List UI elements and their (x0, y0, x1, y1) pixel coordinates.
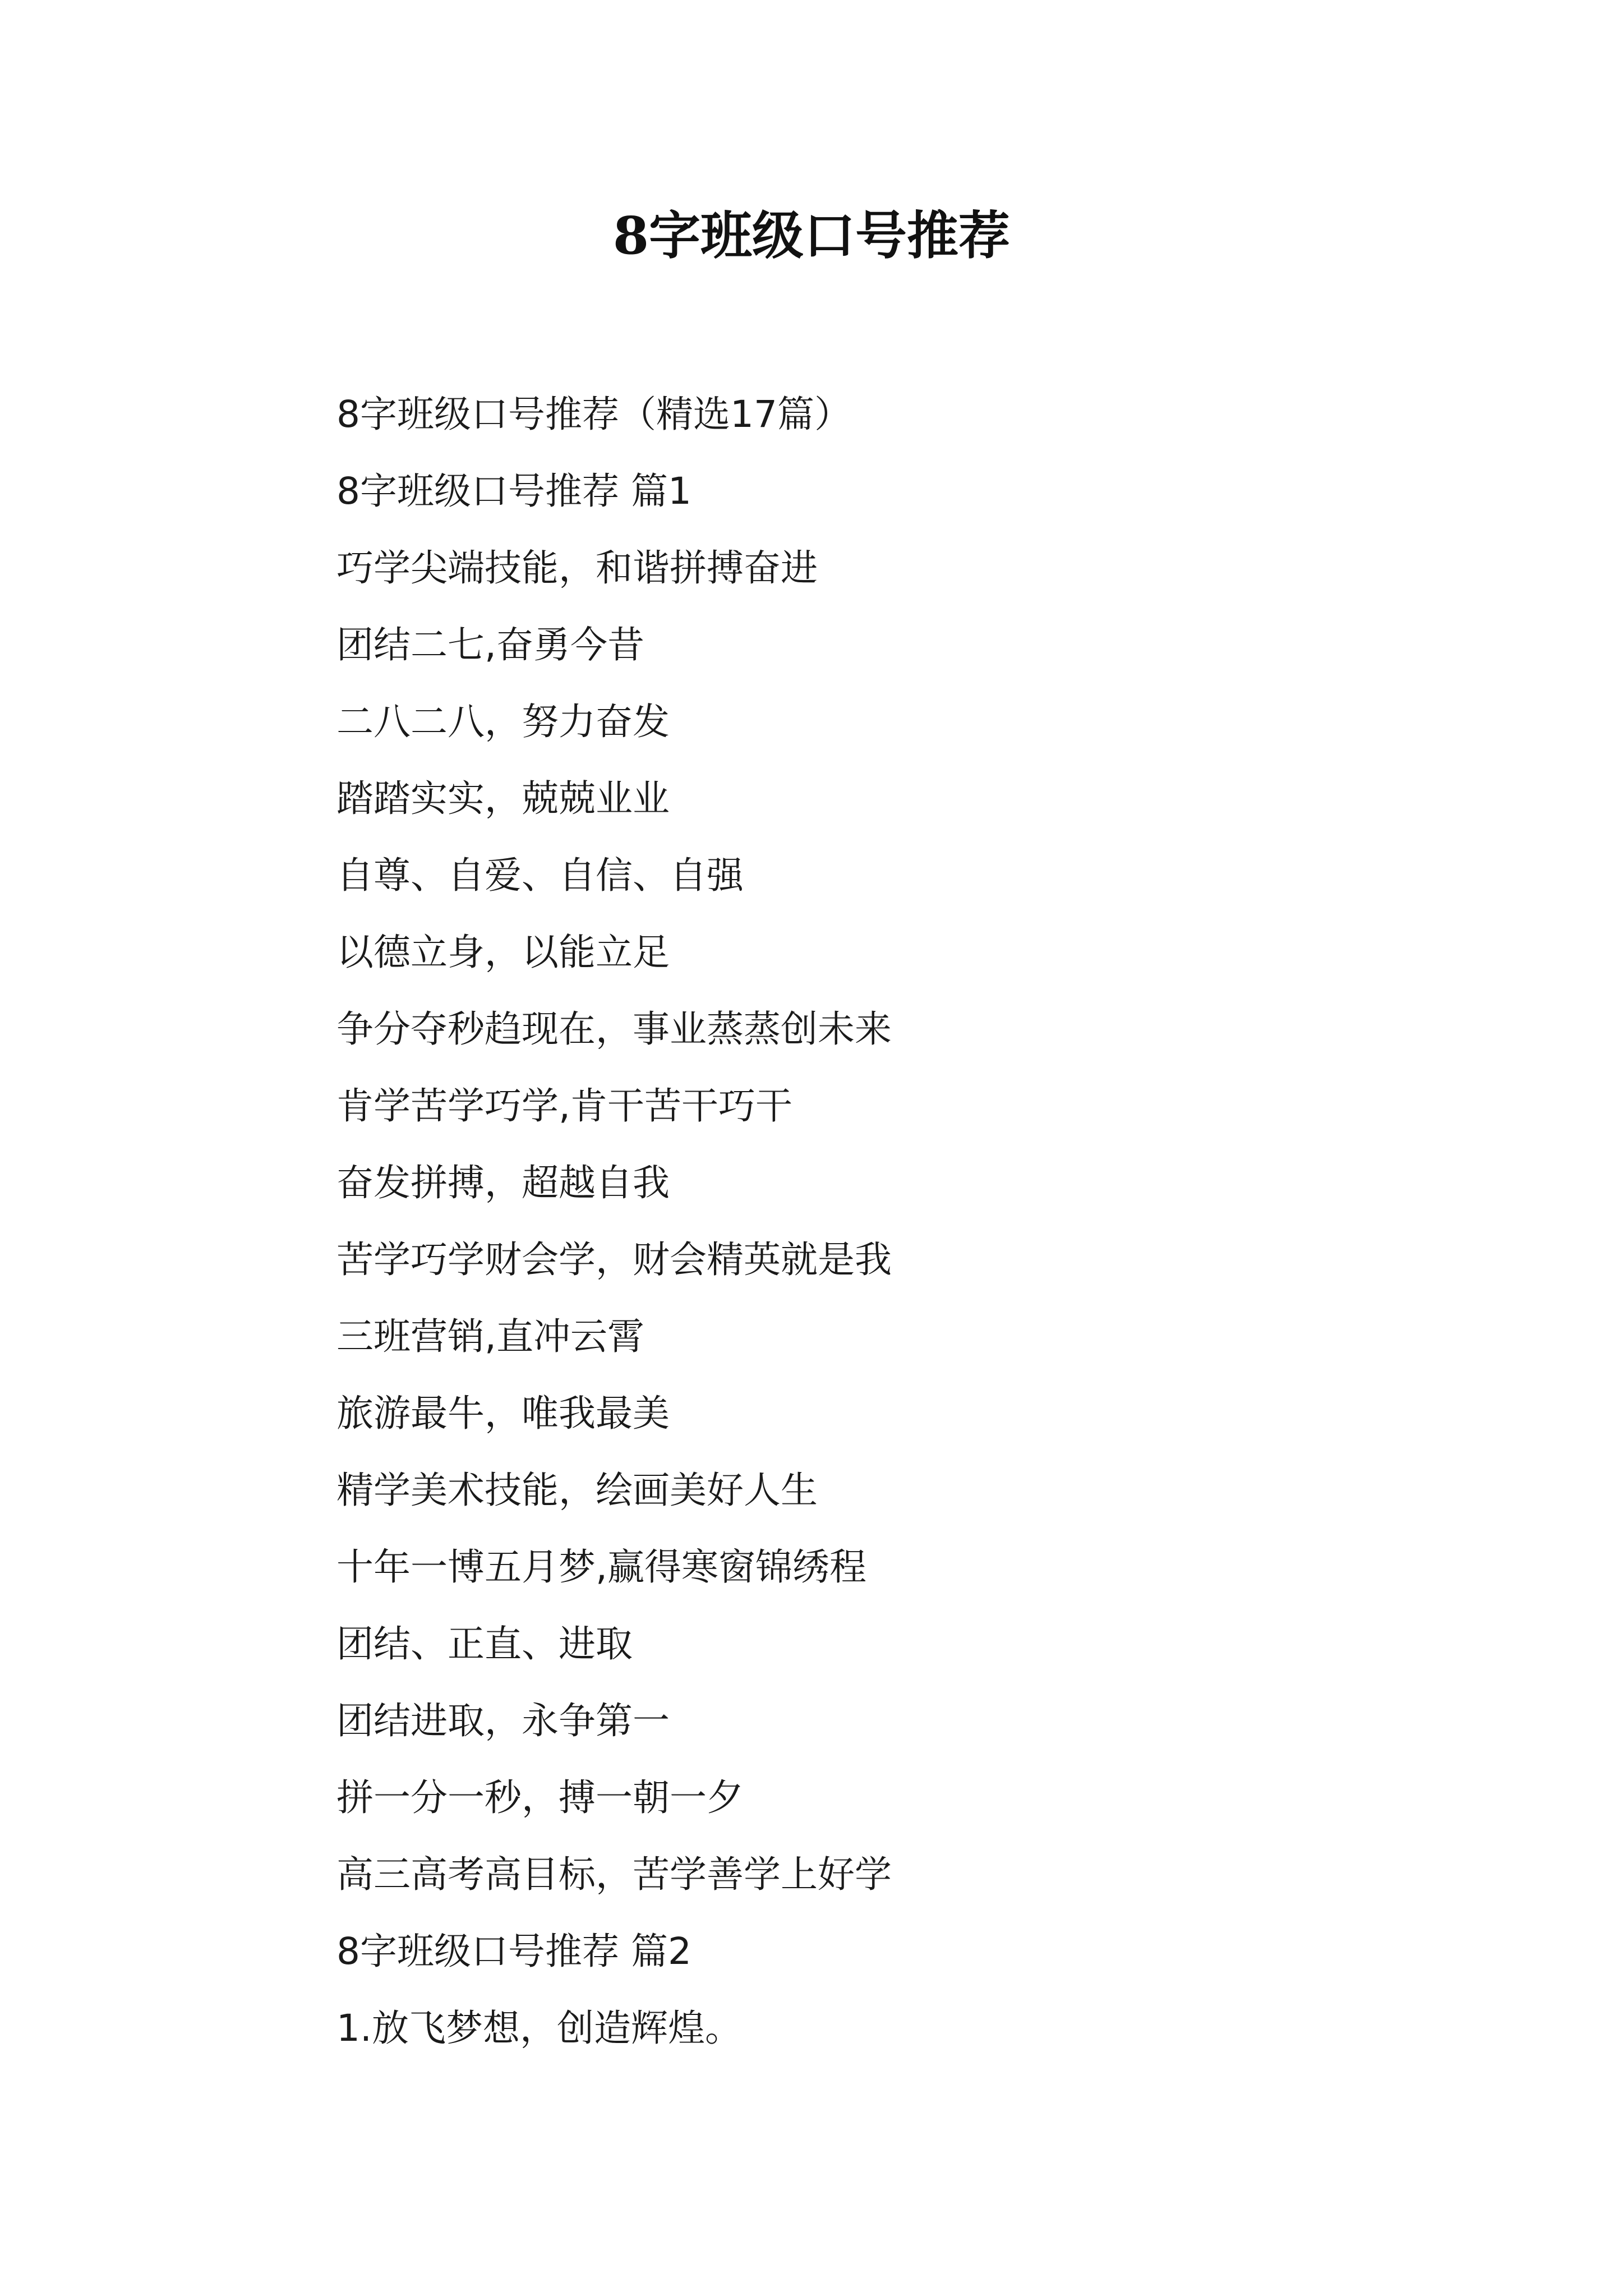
section-heading: 8字班级口号推荐 篇2 (336, 1930, 691, 1973)
slogan-line: 团结二七,奋勇今昔 (336, 623, 644, 666)
slogan-line: 奋发拼搏，超越自我 (336, 1161, 670, 1204)
slogan-line: 踏踏实实，兢兢业业 (336, 777, 670, 820)
document-body (336, 376, 1514, 2067)
slogan-line: 自尊、自爱、自信、自强 (336, 854, 744, 897)
subtitle-line: 8字班级口号推荐（精选17篇） (336, 393, 851, 436)
slogan-line: 肯学苦学巧学,肯干苦干巧干 (336, 1084, 792, 1128)
slogan-line: 旅游最牛，唯我最美 (336, 1392, 670, 1435)
slogan-line: 二八二八，努力奋发 (336, 700, 670, 743)
section-heading: 8字班级口号推荐 篇1 (336, 470, 691, 513)
slogan-line: 精学美术技能，绘画美好人生 (336, 1469, 818, 1512)
document-title: 8字班级口号推荐 (612, 205, 1010, 266)
slogan-line: 团结进取，永争第一 (336, 1699, 670, 1742)
slogan-line: 团结、正直、进取 (336, 1622, 633, 1665)
slogan-line: 高三高考高目标，苦学善学上好学 (336, 1853, 892, 1896)
slogan-line: 争分夺秒趋现在，事业蒸蒸创未来 (336, 1007, 892, 1051)
slogan-line: 拼一分一秒，搏一朝一夕 (336, 1776, 744, 1819)
slogan-line: 十年一博五月梦,赢得寒窗锦绣程 (336, 1545, 866, 1589)
slogan-line: 巧学尖端技能，和谐拼搏奋进 (336, 546, 818, 590)
slogan-line: 1.放飞梦想，创造辉煌。 (336, 2007, 742, 2050)
slogan-line: 苦学巧学财会学，财会精英就是我 (336, 1238, 892, 1281)
slogan-line: 三班营销,直冲云霄 (336, 1315, 644, 1358)
slogan-line: 以德立身，以能立足 (336, 931, 670, 974)
